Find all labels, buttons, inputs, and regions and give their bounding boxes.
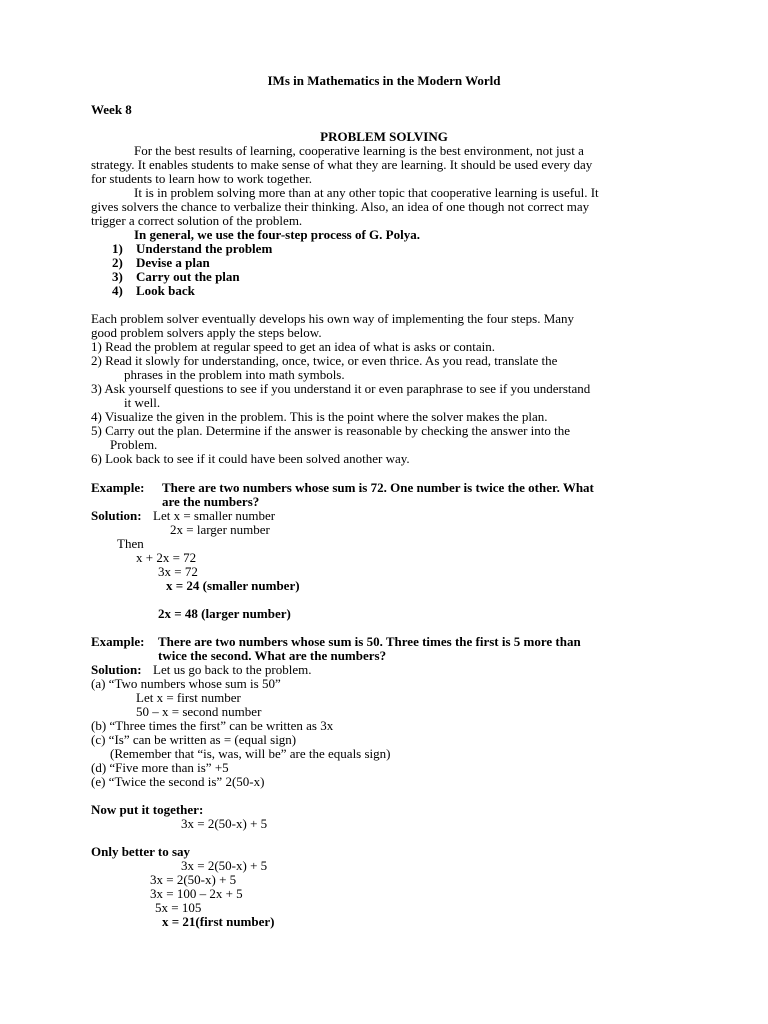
polya-step-number: 2) [112, 255, 123, 270]
example-2-let-x: Let x = first number [136, 690, 241, 705]
example-2-label: Example: [91, 634, 145, 649]
example-1-problem-line-2: are the numbers? [162, 494, 260, 509]
only-better-label: Only better to say [91, 844, 191, 859]
example-1-problem-line-1: There are two numbers whose sum is 72. One number is twice the other. What [162, 480, 594, 495]
polya-step-text: Devise a plan [136, 255, 210, 270]
example-1-equation: x + 2x = 72 [136, 550, 197, 565]
example-2-step-b: (b) “Three times the first” can be written as 3x [91, 718, 334, 733]
example-2-second-number: 50 – x = second number [136, 704, 262, 719]
polya-step-text: Understand the problem [136, 241, 273, 256]
polya-step-text: Carry out the plan [136, 269, 240, 284]
example-2-step-a: (a) “Two numbers whose sum is 50” [91, 676, 281, 691]
solver-step-continuation: it well. [124, 395, 161, 410]
intro-paragraph-2-line-2: gives solvers the chance to verbalize their thinking. Also, an idea of one though not correct may [91, 199, 590, 214]
polya-step-number: 3) [112, 269, 123, 284]
intro-paragraph-1-line-3: for students to learn how to work together. [91, 171, 312, 186]
example-1-answer: x = 24 (smaller number) [166, 578, 300, 593]
intro-paragraph-2-line-1: It is in problem solving more than at any other topic that cooperative learning is useful. It [134, 185, 599, 200]
polya-intro: In general, we use the four-step process of G. Polya. [134, 227, 420, 242]
example-2-equation: 5x = 105 [155, 900, 202, 915]
solver-paragraph-line-1: Each problem solver eventually develops his own way of implementing the four steps. Many [91, 311, 575, 326]
example-2-problem-line-1: There are two numbers whose sum is 50. Three times the first is 5 more than [158, 634, 581, 649]
polya-step-number: 4) [112, 283, 123, 298]
example-2-step-d: (d) “Five more than is” +5 [91, 760, 229, 775]
solver-paragraph-line-2: good problem solvers apply the steps below. [91, 325, 322, 340]
solver-step: 5) Carry out the plan. Determine if the answer is reasonable by checking the answer into the [91, 423, 571, 438]
example-2-solution-label: Solution: [91, 662, 142, 677]
solver-step: 2) Read it slowly for understanding, once, twice, or even thrice. As you read, translate the [91, 353, 558, 368]
example-2-equation: 3x = 2(50-x) + 5 [181, 816, 268, 831]
put-together-label: Now put it together: [91, 802, 204, 817]
example-2-equation: 3x = 100 – 2x + 5 [150, 886, 243, 901]
example-1-answer: 2x = 48 (larger number) [158, 606, 291, 621]
example-1-then: Then [117, 536, 144, 551]
intro-paragraph-2-line-3: trigger a correct solution of the problem. [91, 213, 303, 228]
example-2-step-c: (c) “Is” can be written as = (equal sign) [91, 732, 297, 747]
solver-step: 3) Ask yourself questions to see if you understand it or even paraphrase to see if you understand [91, 381, 591, 396]
section-title: PROBLEM SOLVING [320, 129, 448, 144]
polya-step-number: 1) [112, 241, 123, 256]
example-2-equation: 3x = 2(50-x) + 5 [150, 872, 237, 887]
example-2-problem-line-2: twice the second. What are the numbers? [158, 648, 387, 663]
intro-paragraph-1-line-2: strategy. It enables students to make sense of what they are learning. It should be used every day [91, 157, 593, 172]
week-label: Week 8 [91, 102, 132, 117]
solver-step-continuation: Problem. [110, 437, 158, 452]
example-1-solution-text: Let x = smaller number [153, 508, 276, 523]
example-2-equation: 3x = 2(50-x) + 5 [181, 858, 268, 873]
example-2-final-answer: x = 21(first number) [162, 914, 275, 929]
example-2-remember-note: (Remember that “is, was, will be” are the equals sign) [110, 746, 391, 761]
polya-step-text: Look back [136, 283, 195, 298]
solver-step: 6) Look back to see if it could have been solved another way. [91, 451, 410, 466]
example-1-line-2x: 2x = larger number [170, 522, 270, 537]
document-header: IMs in Mathematics in the Modern World [267, 73, 501, 88]
example-1-equation: 3x = 72 [158, 564, 198, 579]
solver-step: 4) Visualize the given in the problem. This is the point where the solver makes the plan. [91, 409, 548, 424]
example-1-solution-label: Solution: [91, 508, 142, 523]
solver-step: 1) Read the problem at regular speed to get an idea of what is asks or contain. [91, 339, 495, 354]
intro-paragraph-1-line-1: For the best results of learning, cooperative learning is the best environment, not just a [134, 143, 584, 158]
example-2-step-e: (e) “Twice the second is” 2(50-x) [91, 774, 265, 789]
example-1-label: Example: [91, 480, 145, 495]
solver-step-continuation: phrases in the problem into math symbols. [124, 367, 345, 382]
example-2-solution-text: Let us go back to the problem. [153, 662, 312, 677]
